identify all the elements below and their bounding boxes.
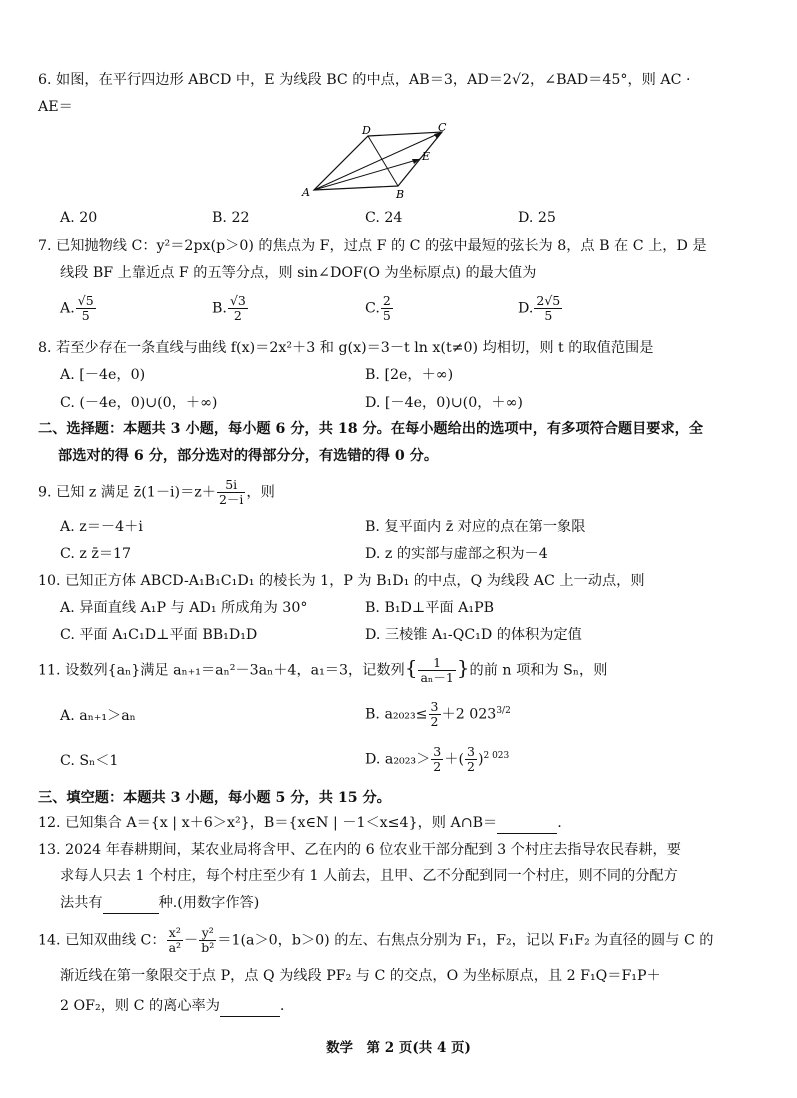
section3-heading: 三、填空题：本题共 3 小题，每小题 5 分，共 15 分。	[38, 790, 391, 806]
q10-option-a: A. 异面直线 A₁P 与 AD₁ 所成角为 30°	[60, 600, 308, 616]
q13-line2: 求每人只去 1 个村庄，每个村庄至少有 1 人前去，且甲、乙不分配到同一个村庄，则不同的分配方	[60, 868, 678, 884]
q7-line1: 7. 已知抛物线 C：y²＝2px(p＞0) 的焦点为 F，过点 F 的 C 的弦中最短的弦长为 8，点 B 在 C 上，D 是	[38, 238, 707, 254]
q7-line2: 线段 BF 上靠近点 F 的五等分点，则 sin∠DOF(O 为坐标原点) 的最大值为	[60, 265, 537, 281]
q14-line1: 14. 已知双曲线 C： $\frac{\text{x²}}{\text{a²}}$ － $\frac{\text{y²}}{\text{b²}}$ ＝1(a＞0，b＞0) 的左、右焦点分别为 F₁，F₂，记以 F₁F₂ 为直径的圆与 C 的	[38, 925, 714, 955]
q10-line1: 10. 已知正方体 ABCD-A₁B₁C₁D₁ 的棱长为 1，P 为 B₁D₁ 的中点，Q 为线段 AC 上一动点，则	[38, 573, 645, 589]
q10-option-c: C. 平面 A₁C₁D⊥平面 BB₁D₁D	[60, 627, 258, 643]
q9-option-a: A. z＝－4＋i	[60, 519, 143, 535]
q11-option-b: B. a₂₀₂₃≤ $\frac{3}{2}$ ＋2 $023^{3/2}$	[365, 699, 511, 729]
q6-line2: AE＝	[38, 99, 73, 115]
fig-label-c: C	[438, 122, 447, 134]
fig-label-b: B	[396, 188, 405, 201]
q9-option-d: D. z 的实部与虚部之积为－4	[365, 546, 548, 562]
q9-option-b: B. 复平面内 z̄ 对应的点在第一象限	[365, 519, 586, 535]
q11-option-a: A. aₙ₊₁＞aₙ	[60, 708, 136, 724]
q8-option-a: A. [－4e，0)	[60, 367, 146, 383]
q6-option-b: B. 22	[212, 210, 250, 226]
q7-option-b: B. $\frac{√3}{2}$	[212, 293, 246, 323]
q11-stem: 11. 设数列{aₙ}满足 aₙ₊₁＝aₙ²－3aₙ＋4，a₁＝3，记数列{ $\frac{1}{\text{aₙ－1}}$ }的前 n 项和为 Sₙ，则	[38, 655, 608, 685]
q6-line1: 6. 如图，在平行四边形 ABCD 中，E 为线段 BC 的中点，AB＝3，AD＝2√2，∠BAD＝45°，则 AC ·	[38, 72, 691, 88]
parallelogram-figure	[300, 122, 460, 204]
fig-label-a: A	[302, 186, 310, 199]
q7-option-a: A. $\frac{√5}{5}$	[60, 293, 94, 323]
q10-option-d: D. 三棱锥 A₁-QC₁D 的体积为定值	[365, 627, 582, 643]
fig-label-e: E	[422, 150, 431, 163]
section2-heading-line2: 部选对的得 6 分，部分选对的得部分分，有选错的得 0 分。	[58, 448, 439, 464]
q13-line3: 法共有 种.(用数字作答)	[60, 893, 259, 914]
q10-option-b: B. B₁D⊥平面 A₁PB	[365, 600, 495, 616]
q13-line1: 13. 2024 年春耕期间，某农业局将含甲、乙在内的 6 位农业干部分配到 3 个村庄去指导农民春耕，要	[38, 842, 681, 858]
q12-stem: 12. 已知集合 A＝{x | x＋6＞x²}，B＝{x∈N | －1＜x≤4}，则 A∩B＝ .	[38, 813, 562, 834]
fig-label-d: D	[362, 124, 371, 137]
q14-line3: 2 OF₂，则 C 的离心率为 .	[60, 996, 284, 1017]
q7-option-c: C. $\frac{2}{5}$	[365, 293, 391, 323]
q7-option-d: D. $\frac{2√5}{5}$	[518, 293, 561, 323]
q9-stem: 9. 已知 z 满足 z̄(1－i)＝z＋ $\frac{5i}{2-i}$ ，则	[38, 477, 275, 507]
q11-option-d: D. a₂₀₂₃＞ $\frac{3}{2}$ ＋( $\frac{3}{2}$ )$^{2 023}$	[365, 744, 510, 774]
page-footer: 数学 第 2 页(共 4 页)	[326, 1040, 471, 1056]
q8-option-d: D. [－4e，0)∪(0，＋∞)	[365, 395, 523, 411]
q6-option-d: D. 25	[518, 210, 556, 226]
q14-line2: 渐近线在第一象限交于点 P，点 Q 为线段 PF₂ 与 C 的交点，O 为坐标原点，且 2 F₁Q＝F₁P＋	[60, 968, 661, 984]
q6-option-c: C. 24	[365, 210, 403, 226]
q8-line1: 8. 若至少存在一条直线与曲线 f(x)＝2x²＋3 和 g(x)＝3－t ln x(t≠0) 均相切，则 t 的取值范围是	[38, 340, 654, 356]
q11-option-c: C. Sₙ＜1	[60, 753, 119, 769]
q8-option-b: B. [2e，＋∞)	[365, 367, 454, 383]
q8-option-c: C. (－4e，0)∪(0，＋∞)	[60, 395, 218, 411]
section2-heading-line1: 二、选择题：本题共 3 小题，每小题 6 分，共 18 分。在每小题给出的选项中，有多项符合题目要求，全	[38, 421, 704, 437]
q6-option-a: A. 20	[60, 210, 98, 226]
q9-option-c: C. z z̄＝17	[60, 546, 132, 562]
